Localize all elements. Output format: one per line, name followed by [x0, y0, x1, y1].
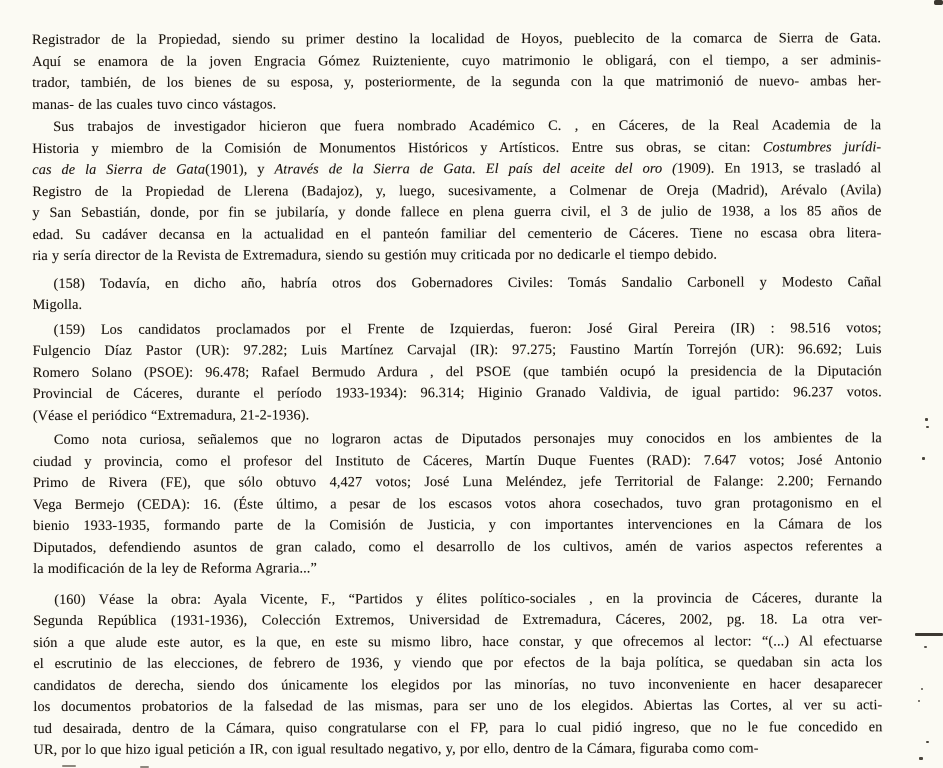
text-run: (1901), y	[205, 161, 275, 178]
scan-speck	[919, 757, 923, 760]
text-line	[33, 514, 882, 537]
book-title-italic: Costumbres jurídi-	[762, 138, 882, 155]
text-run: trador, también, de los bienes de su esposa, y, posteriormente, de la segunda con la que matrimonió de nuevo- ambas her-	[32, 73, 882, 91]
text-line	[33, 318, 882, 341]
text-line	[33, 361, 882, 384]
text-run: candidatos de derecha, siendo dos únicamente los elegidos por las minorías, no tuvo inconveniente en hacer desaparecer	[33, 675, 883, 694]
text-run: ria y sería director de la Revista de Extremadura, siendo su gestión muy criticada por no dedicarle el tiempo debido.	[32, 246, 718, 264]
text-run: UR, por lo que hizo igual petición a IR, con igual resultado negativo, y, por ello, dentro de la Cámara, figuraba como com-	[33, 740, 759, 758]
text-run: Fulgencio Díaz Pastor (UR): 97.282; Luis Martínez Carvajal (IR): 97.275; Faustino Martín Torrejón (UR): 96.692; Luis	[32, 341, 882, 359]
text-run: Primo de Rivera (FE), que sólo obtuvo 4,427 votos; José Luna Meléndez, jefe Territorial de Falange: 2.200; Fernando	[32, 473, 882, 491]
text-line	[33, 450, 882, 473]
text-line	[33, 428, 882, 451]
text-run: Vega Bermejo (CEDA): 16. (Éste último, a pesar de los escasos votos ahora cosechados, tuvo gran protagonismo en el	[32, 494, 883, 513]
text-line	[33, 652, 882, 675]
text-line	[33, 382, 882, 405]
text-line	[33, 493, 882, 516]
text-line	[33, 272, 882, 295]
text-run: Como nota curiosa, señalemos que no lograron actas de Diputados personajes muy conocidos en los ambientes de la	[53, 430, 882, 448]
scan-speck	[926, 426, 929, 428]
text-run: los documentos probatorios de la falsedad de las mismas, para ser uno de los elegidos. Abiertas las Cortes, al ver su acti-	[33, 697, 883, 715]
text-line	[32, 115, 881, 138]
text-line	[32, 28, 881, 51]
text-line	[33, 536, 882, 559]
text-run: la modificación de la ley de Reforma Agraria...”	[33, 560, 317, 577]
text-run: sión a que alude este autor, es la que, en este su mismo libro, hace constar, y que ofrecemos al lector: “(...) Al efectuarse	[33, 632, 883, 651]
paragraph	[32, 28, 881, 116]
text-run: 1909). En 1913, se trasladó al	[676, 160, 882, 177]
paragraph	[33, 428, 882, 580]
text-line	[33, 674, 882, 697]
text-run: Aquí se enamora de la joven Engracia Gómez Ruizteniente, cuyo matrimonio le obligará, con el tiempo, a ser adminis-	[32, 51, 882, 70]
text-run: (160) Véase la obra: Ayala Vicente, F., “Partidos y élites político-sociales , en la provincia de Cáceres, durante la	[54, 589, 883, 608]
text-line	[32, 50, 881, 73]
text-line	[33, 738, 882, 761]
text-line	[32, 180, 881, 203]
text-line	[33, 557, 882, 580]
text-run: Diputados, defendiendo asuntos de gran calado, como el desarrollo de los cultivos, amén de varios aspectos referentes a	[33, 537, 883, 556]
text-line	[33, 339, 882, 362]
text-line	[33, 695, 882, 718]
text-line	[32, 244, 881, 267]
text-line	[32, 93, 881, 116]
text-run: (Véase el periódico “Extremadura, 21-2-1936).	[32, 406, 310, 424]
book-title-italic: cas de la Sierra de Gata	[32, 161, 206, 178]
scan-speck	[926, 741, 929, 743]
text-run: Migolla.	[32, 296, 83, 313]
text-line	[33, 588, 882, 611]
text-run: ciudad y provincia, como el profesor del Instituto de Cáceres, Martín Duque Fuentes (RAD): 7.647 votos; José Antonio	[32, 451, 882, 470]
text-line	[32, 71, 881, 94]
text-line	[32, 137, 881, 160]
text-run: Registro de la Propiedad de Llerena (Badajoz), y, luego, sucesivamente, a Colmenar de Oreja (Madrid), Arévalo (Avila)	[32, 181, 882, 200]
text-line	[33, 609, 882, 632]
text-run: (159) Los candidatos proclamados por el Frente de Izquierdas, fueron: José Giral Pereira (IR) : 98.516 votos;	[53, 319, 882, 338]
scan-speck	[925, 418, 928, 421]
paragraph	[32, 115, 881, 267]
text-line	[33, 471, 882, 494]
text-run: Segunda República (1931-1936), Colección Extremos, Universidad de Extremadura, Cáceres, 2002, pg. 18. La otra ver-	[33, 611, 883, 629]
text-run: el escrutinio de las elecciones, de febrero de 1936, y viendo que por efectos de la baja política, se quedaban sin acta los	[33, 654, 883, 672]
text-run: tud desairada, dentro de la Cámara, quiso congratularse con el FP, para lo cual pidió ingreso, que no le fue concedido en	[33, 718, 883, 737]
text-block	[32, 28, 883, 761]
text-line	[33, 404, 882, 427]
scan-speck	[918, 700, 920, 702]
text-line	[32, 223, 881, 246]
cutoff-line-trace	[62, 765, 76, 767]
text-run: y San Sebastián, donde, por fin se jubilaría, y donde fallece en plena guerra civil, el 3 de julio de 1938, a los 85 años de	[32, 203, 882, 221]
scan-dash	[915, 633, 943, 636]
text-run: edad. Su cadáver decansa en la actualidad en el panteón familiar del cementerio de Cáceres. Tiene no escasa obra litera-	[32, 224, 882, 243]
text-run: manas- de las cuales tuvo cinco vástagos.	[32, 95, 277, 113]
paragraph	[33, 272, 882, 317]
paragraph	[33, 588, 882, 762]
text-line	[33, 293, 882, 316]
text-run: (158) Todavía, en dicho año, habría otros dos Gobernadores Civiles: Tomás Sandalio Carbonell y Modesto Cañal	[53, 273, 882, 292]
text-line	[32, 158, 881, 181]
text-run: Registrador de la Propiedad, siendo su primer destino la localidad de Hoyos, pueblecito de la comarca de Sierra de Gata.	[32, 30, 882, 48]
text-run: Provincial de Cáceres, durante el período 1933-1934): 96.314; Higinio Granado Valdivia, de igual partido: 96.237 votos.	[32, 384, 882, 402]
text-run: Historia y miembro de la Comisión de Monumentos Históricos y Artísticos. Entre sus obras, se citan:	[32, 138, 763, 157]
book-title-italic: Através de la Sierra de Gata. El país del aceite del oro (	[274, 160, 677, 178]
text-run: Sus trabajos de investigador hicieron que fuera nombrado Académico C. , en Cáceres, de la Real Academia de la	[53, 117, 882, 135]
scan-speck-corner	[934, 0, 943, 5]
text-run: bienio 1933-1935, formando parte de la Comisión de Justicia, y con importantes intervenciones en la Cámara de los	[33, 516, 883, 534]
scan-speck	[922, 457, 925, 460]
text-line	[33, 717, 882, 740]
text-line	[33, 631, 882, 654]
text-run: Romero Solano (PSOE): 96.478; Rafael Bermudo Ardura , del PSOE (que también ocupó la presidencia de la Diputación	[32, 362, 882, 381]
scan-speck	[924, 646, 927, 648]
paragraph	[33, 318, 882, 427]
text-line	[32, 201, 881, 224]
scan-speck	[921, 688, 923, 690]
